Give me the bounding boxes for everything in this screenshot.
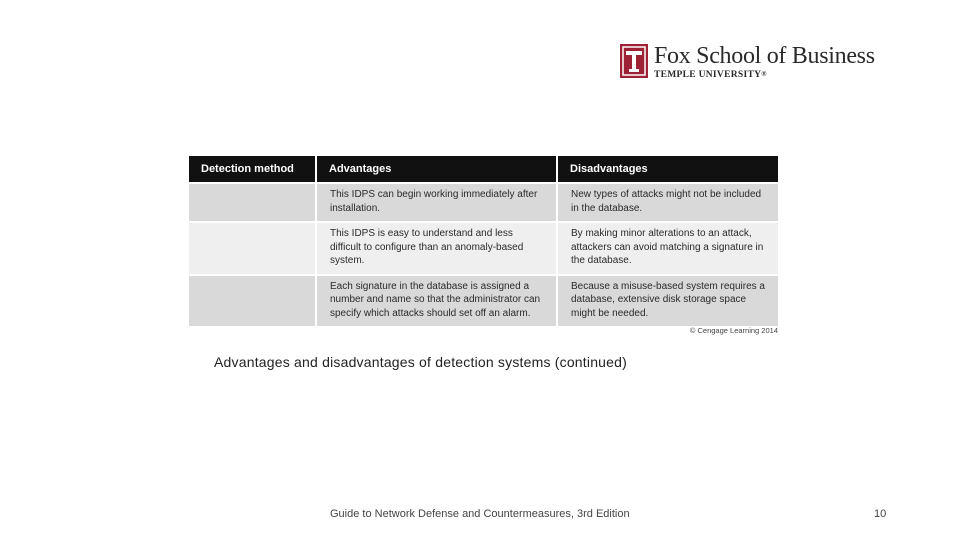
detection-table-figure [189,156,778,326]
disadvantage-cell: By making minor alterations to an attack, attackers can avoid matching a signature in the database. [557,222,778,275]
detection-method-cell [189,222,316,275]
disadvantage-cell: Because a misuse-based system requires a database, extensive disk storage space might be needed. [557,275,778,327]
header-disadvantages: Disadvantages [557,156,778,183]
advantage-cell: This IDPS can begin working immediately after installation. [316,183,557,222]
detection-method-cell [189,183,316,222]
header-detection-method: Detection method [189,156,316,183]
temple-t-logo-icon [620,44,648,78]
school-name: Fox School of Business [654,43,875,69]
page-number: 10 [874,508,887,520]
header-advantages: Advantages [316,156,557,183]
table-row [189,275,778,327]
table-row [189,183,778,222]
footer-book-title: Guide to Network Defense and Countermeasures, 3rd Edition [330,508,630,520]
advantage-cell: Each signature in the database is assigned a number and name so that the administrator can specify which attacks should set off an alarm. [316,275,557,327]
fox-school-logo [620,44,875,80]
university-name: TEMPLE UNIVERSITY® [654,70,767,80]
copyright-credit: © Cengage Learning 2014 [689,326,778,335]
slide-caption: Advantages and disadvantages of detection systems (continued) [214,354,628,370]
advantage-cell: This IDPS is easy to understand and less difficult to configure than an anomaly-based system. [316,222,557,275]
detection-methods-table [189,156,778,326]
table-header-row [189,156,778,183]
disadvantage-cell: New types of attacks might not be included in the database. [557,183,778,222]
detection-method-cell [189,275,316,327]
table-row [189,222,778,275]
